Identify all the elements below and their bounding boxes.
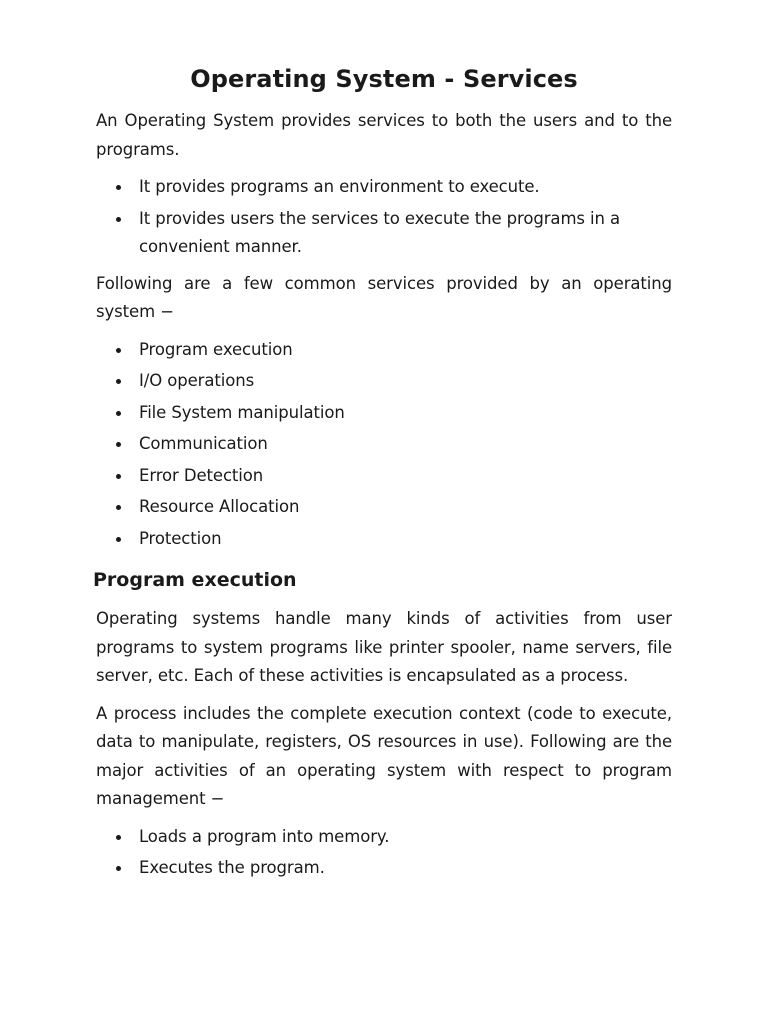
document-page xyxy=(93,62,672,891)
section-paragraph-1: Operating systems handle many kinds of activities from user programs to system programs like printer spooler, name servers, file server, etc. Each of these activities is encapsulated as a process. xyxy=(96,609,672,685)
list-item xyxy=(96,399,672,428)
bullet-icon xyxy=(116,217,121,222)
list-item-text: Executes the program. xyxy=(139,858,325,877)
list-item-text: Resource Allocation xyxy=(139,497,300,516)
bullet-icon xyxy=(116,505,121,510)
list-item xyxy=(96,205,672,262)
list-item-text: Loads a program into memory. xyxy=(139,826,390,846)
section-heading: Program execution xyxy=(93,569,297,591)
list-item xyxy=(96,823,672,852)
list-item xyxy=(96,367,672,396)
bullet-icon xyxy=(116,348,121,353)
list-item-text: I/O operations xyxy=(139,371,255,390)
bullet-icon xyxy=(116,474,121,479)
list-item xyxy=(96,430,672,459)
list-item xyxy=(96,525,672,554)
page-title: Operating System - Services xyxy=(190,65,578,93)
list-item-text: Communication xyxy=(139,434,268,453)
list-item-text: It provides users the services to execute the programs in a convenient manner. xyxy=(139,208,621,256)
following-paragraph: Following are a few common services provided by an operating system − xyxy=(96,273,672,321)
list-item-text: File System manipulation xyxy=(139,402,345,422)
bullet-icon xyxy=(116,442,121,447)
intro-paragraph: An Operating System provides services to both the users and to the programs. xyxy=(96,111,672,159)
services-bullet-list xyxy=(96,336,672,554)
list-item xyxy=(96,336,672,365)
intro-bullet-list xyxy=(96,173,672,262)
section-paragraph-2: A process includes the complete execution context (code to execute, data to manipulate, registers, OS resources in use). Following are the major activities of an operating system with respect to program management − xyxy=(96,703,672,808)
bullet-icon xyxy=(116,537,121,542)
bullet-icon xyxy=(116,411,121,416)
section-bullet-list xyxy=(96,823,672,883)
bullet-icon xyxy=(116,379,121,384)
list-item xyxy=(96,854,672,883)
list-item xyxy=(96,462,672,491)
list-item xyxy=(96,173,672,202)
list-item xyxy=(96,493,672,522)
bullet-icon xyxy=(116,866,121,871)
list-item-text: Error Detection xyxy=(139,465,264,485)
list-item-text: Program execution xyxy=(139,339,293,359)
bullet-icon xyxy=(116,835,121,840)
list-item-text: Protection xyxy=(139,528,222,548)
list-item-text: It provides programs an environment to execute. xyxy=(139,177,540,196)
bullet-icon xyxy=(116,185,121,190)
